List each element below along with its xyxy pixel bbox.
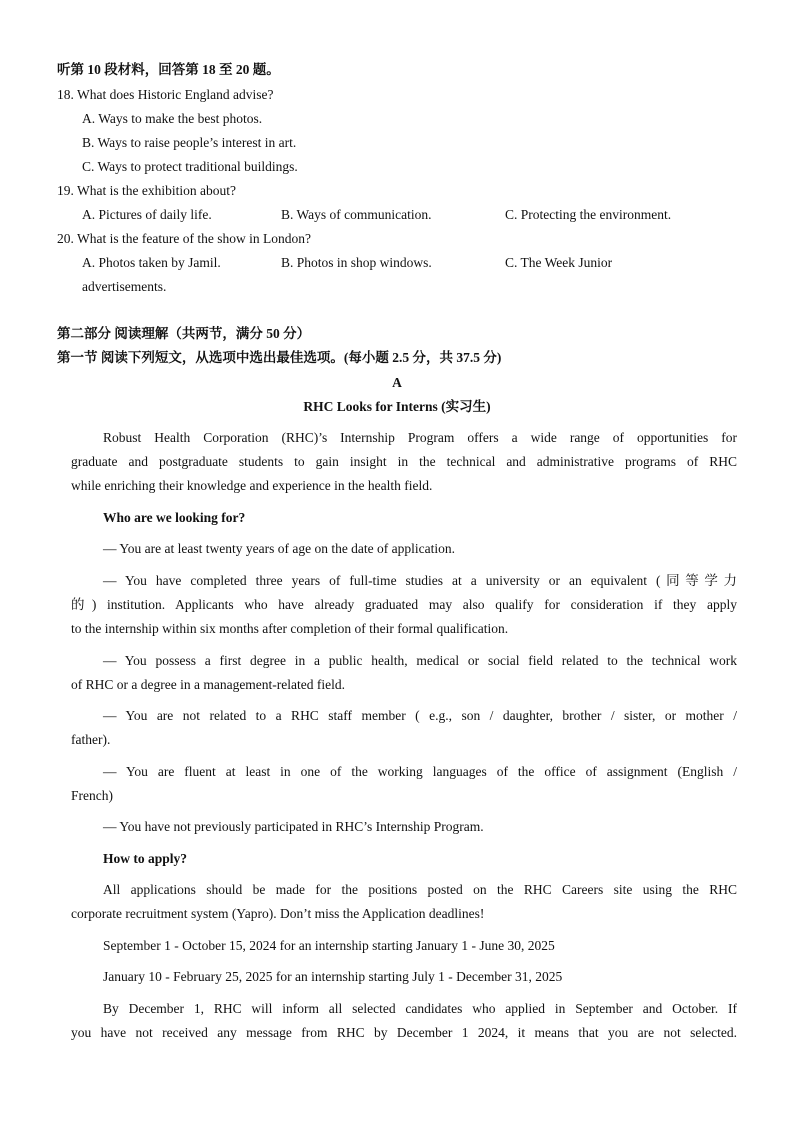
paragraph-2-line-1: All applications should be made for the positions posted on the RHC Careers site using the RHC	[103, 882, 737, 897]
passage-letter: A	[392, 375, 402, 390]
question-18-option-b: B. Ways to raise people’s interest in art.	[82, 135, 297, 150]
who-heading: Who are we looking for?	[103, 510, 246, 525]
paragraph-2-line-2: corporate recruitment system (Yapro). Don’t miss the Application deadlines!	[71, 906, 485, 921]
how-heading: How to apply?	[103, 851, 188, 866]
question-18-option-c: C. Ways to protect traditional buildings.	[82, 159, 298, 174]
paragraph-3-line-1: By December 1, RHC will inform all selected candidates who applied in September and October. If	[103, 1001, 737, 1016]
paragraph-3-line-2: you have not received any message from RHC by December 1 2024, it means that you are not selected.	[71, 1025, 737, 1040]
question-20-option-b: B. Photos in shop windows.	[281, 255, 432, 270]
requirement-2-line-2: 的) institution. Applicants who have already graduated may also qualify for consideration if they apply	[71, 597, 737, 612]
requirement-5-line-1: — You are fluent at least in one of the working languages of the office of assignment (English /	[103, 764, 737, 779]
passage-title: RHC Looks for Interns (实习生)	[303, 399, 491, 414]
requirement-5-line-2: French)	[71, 788, 113, 803]
paragraph-1-line-1: Robust Health Corporation (RHC)’s Internship Program offers a wide range of opportunities for	[103, 430, 737, 445]
part-heading: 第二部分 阅读理解（共两节，满分 50 分）	[57, 326, 311, 341]
question-20-option-c-continued: advertisements.	[82, 279, 167, 294]
section-heading: 第一节 阅读下列短文，从选项中选出最佳选项。(每小题 2.5 分，共 37.5 分)	[57, 350, 502, 365]
requirement-2-line-3: to the internship within six months after completion of their formal qualification.	[71, 621, 509, 636]
listening-heading: 听第 10 段材料，回答第 18 至 20 题。	[57, 62, 280, 77]
requirement-1: — You are at least twenty years of age on the date of application.	[103, 541, 456, 556]
requirement-2-line-1: — You have completed three years of full-time studies at a university or an equivalent (同等学力	[103, 573, 737, 588]
question-19-option-b: B. Ways of communication.	[281, 207, 432, 222]
question-20-stem: 20. What is the feature of the show in London?	[57, 231, 311, 246]
deadline-2: January 10 - February 25, 2025 for an internship starting July 1 - December 31, 2025	[103, 969, 563, 984]
paragraph-1-line-2: graduate and postgraduate students to gain insight in the technical and administrative programs of RHC	[71, 454, 737, 469]
question-19-stem: 19. What is the exhibition about?	[57, 183, 236, 198]
question-20-option-a: A. Photos taken by Jamil.	[82, 255, 221, 270]
requirement-6: — You have not previously participated in RHC’s Internship Program.	[103, 819, 484, 834]
question-18-option-a: A. Ways to make the best photos.	[82, 111, 263, 126]
question-19-option-c: C. Protecting the environment.	[505, 207, 672, 222]
paragraph-1-line-3: while enriching their knowledge and experience in the health field.	[71, 478, 433, 493]
requirement-4-line-2: father).	[71, 732, 111, 747]
question-18-stem: 18. What does Historic England advise?	[57, 87, 274, 102]
deadline-1: September 1 - October 15, 2024 for an internship starting January 1 - June 30, 2025	[103, 938, 555, 953]
question-19-option-a: A. Pictures of daily life.	[82, 207, 212, 222]
question-20-option-c: C. The Week Junior	[505, 255, 613, 270]
requirement-3-line-2: of RHC or a degree in a management-related field.	[71, 677, 346, 692]
requirement-3-line-1: — You possess a first degree in a public health, medical or social field related to the technical work	[103, 653, 737, 668]
requirement-4-line-1: — You are not related to a RHC staff member ( e.g., son / daughter, brother / sister, or mother /	[103, 708, 737, 723]
